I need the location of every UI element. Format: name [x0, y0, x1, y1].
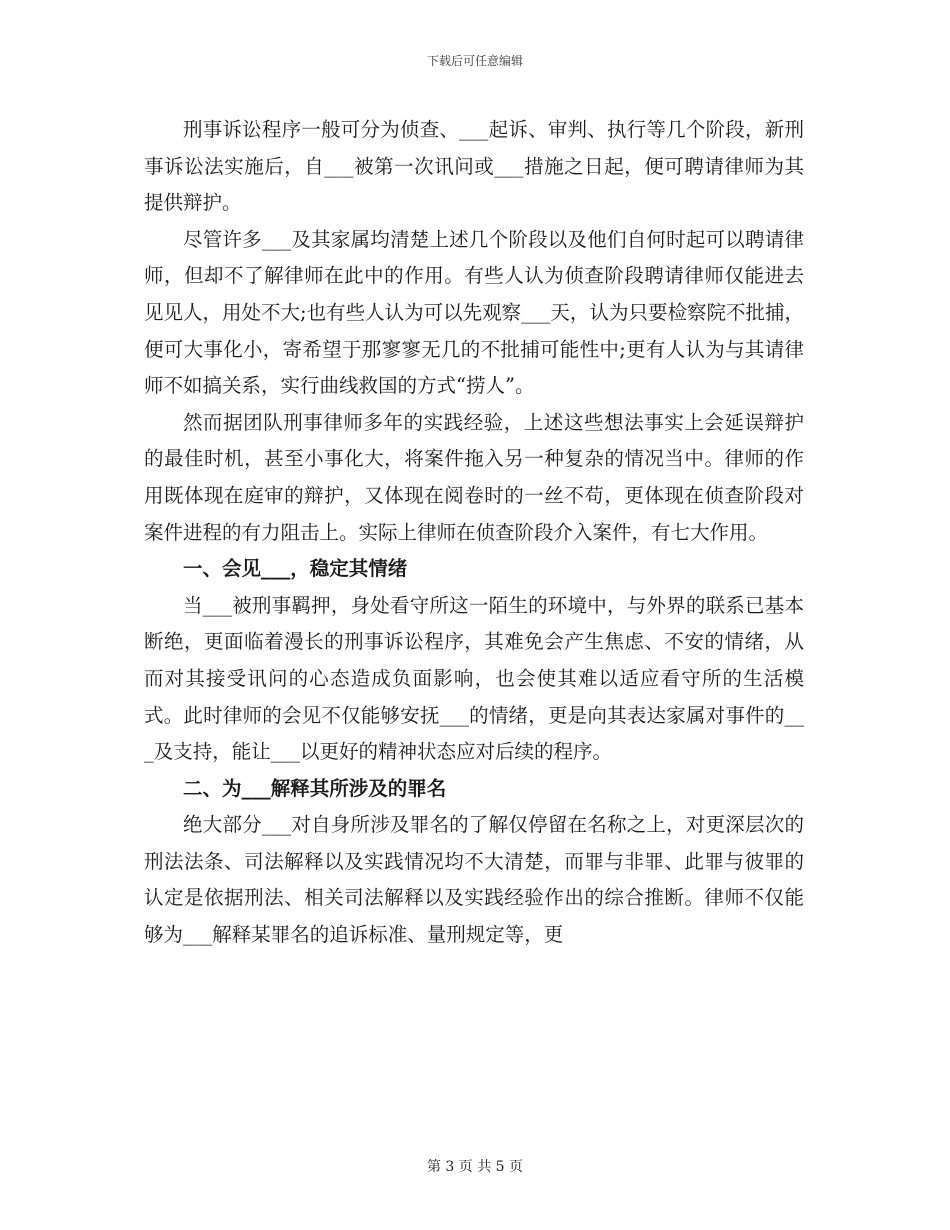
paragraph-5: 绝大部分___对自身所涉及罪名的了解仅停留在名称之上，对更深层次的刑法法条、司法解释以及实践情况均不大清楚，而罪与非罪、此罪与彼罪的认定是依据刑法、相关司法解释以及实践经验作出的综合推断。律师不仅能够为___解释某罪名的追诉标准、量刑规定等，更: [144, 813, 804, 947]
paragraph-2: 尽管许多___及其家属均清楚上述几个阶段以及他们自何时起可以聘请律师，但却不了解律师在此中的作用。有些人认为侦查阶段聘请律师仅能进去见见人，用处不大;也有些人认为可以先观察___天，认为只要检察院不批捕，便可大事化小，寄希望于那寥寥无几的不批捕可能性中;更有人认为与其请律师不如搞关系，实行曲线救国的方式“捞人”。: [144, 227, 804, 398]
paragraph-1: 刑事诉讼程序一般可分为侦查、___起诉、审判、执行等几个阶段，新刑事诉讼法实施后，自___被第一次讯问或___措施之日起，便可聘请律师为其提供辩护。: [144, 118, 804, 215]
section-heading-2: 二、为___解释其所涉及的罪名: [183, 776, 447, 800]
page-footer: 第 3 页 共 5 页: [426, 1159, 524, 1175]
section-heading-1: 一、会见___，稳定其情绪: [183, 557, 408, 581]
paragraph-3: 然而据团队刑事律师多年的实践经验，上述这些想法事实上会延误辩护的最佳时机，甚至小事化大，将案件拖入另一种复杂的情况当中。律师的作用既体现在庭审的辩护，又体现在阅卷时的一丝不苟，更体现在侦查阶段对案件进程的有力阻击上。实际上律师在侦查阶段介入案件，有七大作用。: [144, 410, 804, 544]
page-header: 下载后可任意编辑: [426, 54, 523, 68]
document-body: [144, 112, 804, 954]
paragraph-4: 当___被刑事羁押，身处看守所这一陌生的环境中，与外界的联系已基本断绝，更面临着漫长的刑事诉讼程序，其难免会产生焦虑、不安的情绪，从而对其接受讯问的心态造成负面影响，也会使其难以适应看守所的生活模式。此时律师的会见不仅能够安抚___的情绪，更是向其表达家属对事件的___及支持，能让___以更好的精神状态应对后续的程序。: [144, 593, 804, 764]
